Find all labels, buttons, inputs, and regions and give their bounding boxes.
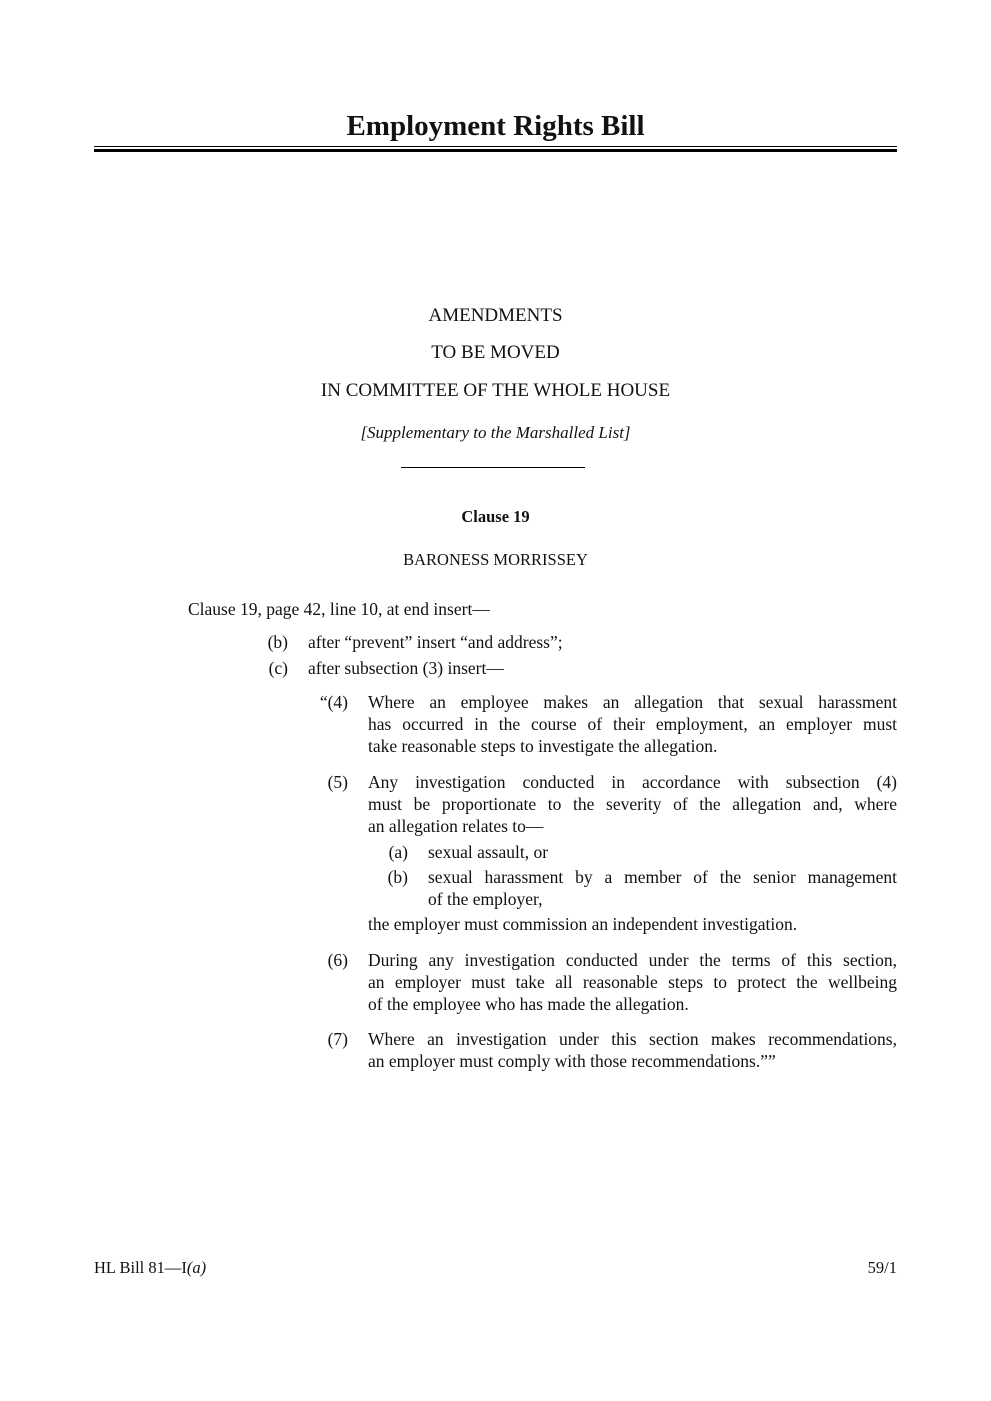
subsection-line: Any investigation conducted in accordance with subsection (4) xyxy=(368,772,897,792)
paragraph-label: (b) xyxy=(267,632,288,652)
member-name: BARONESS MORRISSEY xyxy=(403,550,588,569)
clause-heading: Clause 19 xyxy=(461,507,530,526)
bill-reference-suffix: (a) xyxy=(186,1258,207,1277)
subsection-line: take reasonable steps to investigate the allegation. xyxy=(368,736,718,756)
bill-reference-prefix: HL Bill 81—I xyxy=(94,1258,187,1277)
subsection-label: (5) xyxy=(327,772,348,792)
paragraph-label: (c) xyxy=(268,658,288,678)
subsection-line: of the employee who has made the allegation. xyxy=(368,994,689,1014)
intro-amendments: AMENDMENTS xyxy=(428,305,563,326)
subsection-line: an employer must take all reasonable steps to protect the wellbeing xyxy=(368,972,897,992)
title-rule-thin xyxy=(94,146,897,147)
page-reference: 59/1 xyxy=(867,1258,897,1277)
item-label: (a) xyxy=(388,842,408,862)
item-label: (b) xyxy=(387,867,408,887)
bill-reference xyxy=(94,1257,206,1279)
item-line: sexual harassment by a member of the senior management xyxy=(428,867,897,887)
subsection-line: has occurred in the course of their employment, an employer must xyxy=(368,714,897,734)
subsection-line: During any investigation conducted under the terms of this section, xyxy=(368,950,897,970)
intro-committee: IN COMMITTEE OF THE WHOLE HOUSE xyxy=(320,380,671,401)
subsection-line: Where an investigation under this section makes recommendations, xyxy=(368,1029,897,1049)
subsection-label: “(4) xyxy=(319,692,348,712)
intro-divider xyxy=(401,467,585,468)
intro-to-be-moved: TO BE MOVED xyxy=(431,342,560,363)
intro-subtitle: [Supplementary to the Marshalled List] xyxy=(360,423,631,442)
subsection-line: must be proportionate to the severity of the allegation and, where xyxy=(368,794,897,814)
paragraph-text: after “prevent” insert “and address”; xyxy=(308,632,563,652)
subsection-label: (7) xyxy=(327,1029,348,1049)
paragraph-text: after subsection (3) insert— xyxy=(308,658,504,678)
subsection-line: Where an employee makes an allegation that sexual harassment xyxy=(368,692,897,712)
item-line: of the employer, xyxy=(428,889,543,909)
item-line: sexual assault, or xyxy=(428,842,549,862)
title-rule-thick xyxy=(94,149,897,152)
subsection-line: an employer must comply with those recommendations.”” xyxy=(368,1051,776,1071)
document-title: Employment Rights Bill xyxy=(346,110,645,142)
subsection-line: an allegation relates to— xyxy=(368,816,544,836)
amendment-instruction: Clause 19, page 42, line 10, at end insert— xyxy=(188,599,490,619)
subsection-label: (6) xyxy=(327,950,348,970)
subsection-closing: the employer must commission an independent investigation. xyxy=(368,914,798,934)
